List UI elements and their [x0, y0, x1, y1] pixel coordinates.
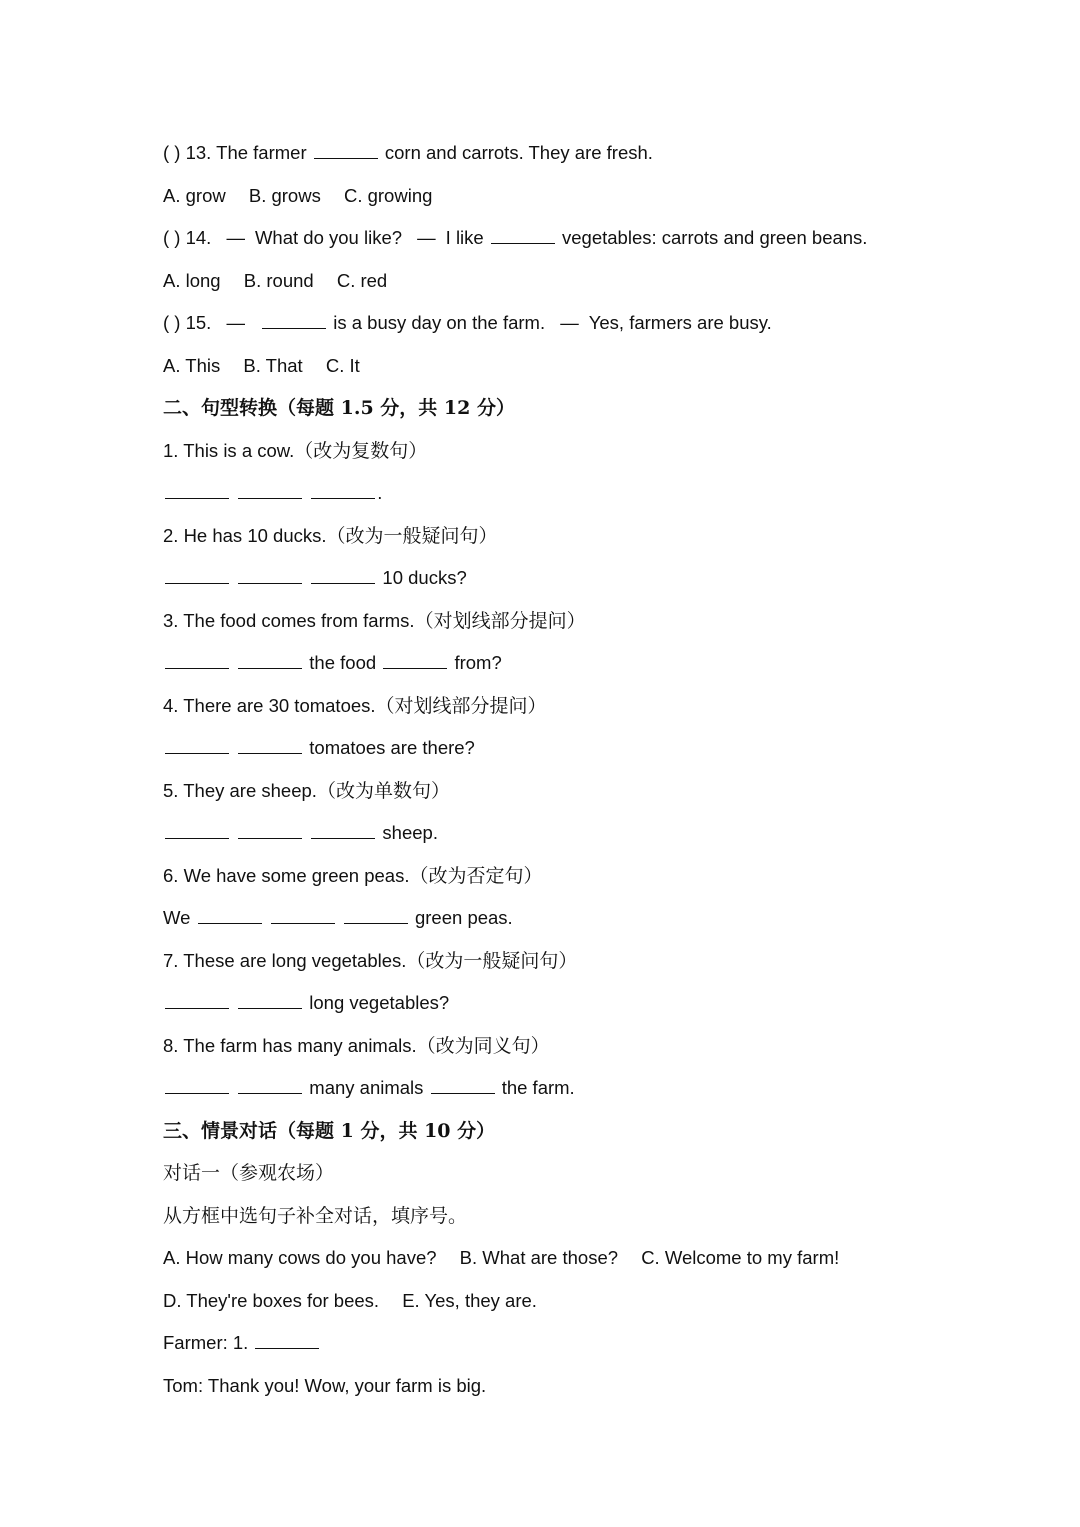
- options-14: [163, 267, 943, 310]
- dialog-line-tom-1: Tom: Thank you! Wow, your farm is big.: [163, 1374, 487, 1396]
- choice-e: E. Yes, they are.: [402, 1289, 537, 1311]
- dialog-1-title: 对话一（参观农场）: [163, 1162, 335, 1184]
- transform-4: [163, 692, 943, 735]
- answer-blank[interactable]: [238, 650, 302, 669]
- dialog-instruction: 从方框中选句子补全对话，填序号。: [163, 1204, 468, 1227]
- answer-blank[interactable]: [165, 820, 229, 839]
- question-text: 2. He has 10 ducks.: [163, 524, 327, 546]
- instruction-hint: （改为同义句）: [416, 1034, 550, 1057]
- answer-tail: tomatoes are there?: [309, 737, 475, 758]
- question-number: 15.: [185, 312, 212, 333]
- answer-blank[interactable]: [165, 990, 229, 1009]
- answer-line-3: [163, 649, 943, 692]
- answer-tail: the farm.: [501, 1077, 575, 1098]
- choice-d: D. They're boxes for bees.: [163, 1289, 380, 1311]
- transform-2: [163, 522, 943, 565]
- question-text: I like: [445, 227, 484, 248]
- answer-line-5: [163, 819, 943, 862]
- dash: —: [226, 312, 245, 333]
- transform-5: [163, 777, 943, 820]
- transform-8: [163, 1032, 943, 1075]
- question-text: corn and carrots. They are fresh.: [384, 142, 653, 163]
- question-15: [163, 309, 943, 352]
- instruction-hint: （对划线部分提问）: [375, 694, 547, 717]
- options-15: [163, 352, 943, 395]
- answer-blank[interactable]: [311, 565, 375, 584]
- answer-tail: 10 ducks?: [382, 567, 467, 588]
- instruction-hint: （改为否定句）: [409, 864, 543, 887]
- answer-blank[interactable]: [165, 1075, 229, 1094]
- answer-blank[interactable]: [311, 480, 375, 499]
- question-number: 13.: [185, 142, 212, 163]
- choice-row-1: [163, 1244, 943, 1287]
- answer-blank[interactable]: [314, 140, 378, 159]
- answer-blank[interactable]: [491, 225, 555, 244]
- answer-paren: ( ): [163, 142, 181, 163]
- answer-blank[interactable]: [383, 650, 447, 669]
- choice-row-2: [163, 1287, 943, 1330]
- answer-tail: sheep.: [382, 822, 438, 843]
- question-text: Yes, farmers are busy.: [588, 312, 772, 333]
- option-b: B. grows: [248, 184, 321, 206]
- option-c: C. growing: [343, 184, 433, 206]
- instruction-hint: （改为单数句）: [316, 779, 450, 802]
- question-text: 5. They are sheep.: [163, 779, 317, 801]
- answer-line-2: [163, 564, 943, 607]
- option-c: C. red: [336, 269, 388, 291]
- answer-tail: .: [377, 482, 383, 503]
- answer-tail: green peas.: [414, 907, 513, 928]
- question-text: vegetables: carrots and green beans.: [562, 227, 868, 248]
- answer-line-8: [163, 1074, 943, 1117]
- question-text: is a busy day on the farm.: [333, 312, 546, 333]
- answer-line-7: [163, 989, 943, 1032]
- answer-blank[interactable]: [238, 735, 302, 754]
- answer-blank[interactable]: [431, 1075, 495, 1094]
- option-a: A. grow: [163, 184, 226, 206]
- answer-blank[interactable]: [198, 905, 262, 924]
- instruction-hint: （改为一般疑问句）: [326, 524, 498, 547]
- transform-3: [163, 607, 943, 650]
- question-text: 7. These are long vegetables.: [163, 949, 407, 971]
- answer-tail: from?: [454, 652, 502, 673]
- option-a: A. long: [163, 269, 221, 291]
- transform-7: [163, 947, 943, 990]
- worksheet-page: [163, 139, 943, 1414]
- question-text: 8. The farm has many animals.: [163, 1034, 417, 1056]
- answer-blank[interactable]: [238, 1075, 302, 1094]
- answer-tail: long vegetables?: [309, 992, 450, 1013]
- answer-line-4: [163, 734, 943, 777]
- question-14: [163, 224, 943, 267]
- question-text: 4. There are 30 tomatoes.: [163, 694, 376, 716]
- options-13: [163, 182, 943, 225]
- dash: —: [226, 227, 245, 248]
- answer-blank[interactable]: [238, 480, 302, 499]
- answer-blank[interactable]: [262, 310, 326, 329]
- question-text: The farmer: [216, 142, 307, 163]
- answer-line-6: [163, 904, 943, 947]
- option-a: A. This: [163, 354, 221, 376]
- answer-blank[interactable]: [238, 565, 302, 584]
- answer-blank[interactable]: [238, 820, 302, 839]
- answer-blank[interactable]: [165, 735, 229, 754]
- option-c: C. It: [325, 354, 360, 376]
- question-13: [163, 139, 943, 182]
- choice-c: C. Welcome to my farm!: [641, 1247, 840, 1268]
- answer-blank[interactable]: [255, 1330, 319, 1349]
- instruction-hint: （改为一般疑问句）: [406, 949, 578, 972]
- answer-paren: ( ): [163, 227, 181, 248]
- answer-mid: the food: [309, 652, 377, 673]
- answer-blank[interactable]: [165, 565, 229, 584]
- answer-blank[interactable]: [165, 480, 229, 499]
- answer-line-1: [163, 479, 943, 522]
- answer-blank[interactable]: [271, 905, 335, 924]
- answer-blank[interactable]: [311, 820, 375, 839]
- answer-blank[interactable]: [165, 650, 229, 669]
- question-text: 6. We have some green peas.: [163, 864, 410, 886]
- transform-6: [163, 862, 943, 905]
- instruction-hint: （改为复数句）: [294, 439, 428, 462]
- dash: —: [560, 312, 579, 333]
- question-number: 14.: [185, 227, 212, 248]
- answer-head: We: [163, 907, 191, 928]
- choice-b: B. What are those?: [459, 1247, 619, 1268]
- dialog-speaker-line: Farmer: 1.: [163, 1332, 249, 1353]
- question-text: What do you like?: [254, 227, 403, 248]
- choice-a: A. How many cows do you have?: [163, 1247, 437, 1268]
- answer-blank[interactable]: [344, 905, 408, 924]
- section-2-heading: 二、句型转换（每题 1.5 分，共 12 分）: [163, 397, 515, 419]
- answer-paren: ( ): [163, 312, 181, 333]
- section-3-heading: 三、情景对话（每题 1 分，共 10 分）: [163, 1119, 496, 1142]
- option-b: B. That: [243, 354, 303, 376]
- instruction-hint: （对划线部分提问）: [414, 609, 586, 632]
- answer-mid: many animals: [309, 1077, 424, 1098]
- answer-blank[interactable]: [238, 990, 302, 1009]
- dash: —: [417, 227, 436, 248]
- option-b: B. round: [243, 269, 314, 291]
- question-text: 1. This is a cow.: [163, 439, 295, 461]
- dialog-line-farmer-1: [163, 1329, 943, 1372]
- transform-1: [163, 437, 943, 480]
- question-text: 3. The food comes from farms.: [163, 609, 415, 631]
